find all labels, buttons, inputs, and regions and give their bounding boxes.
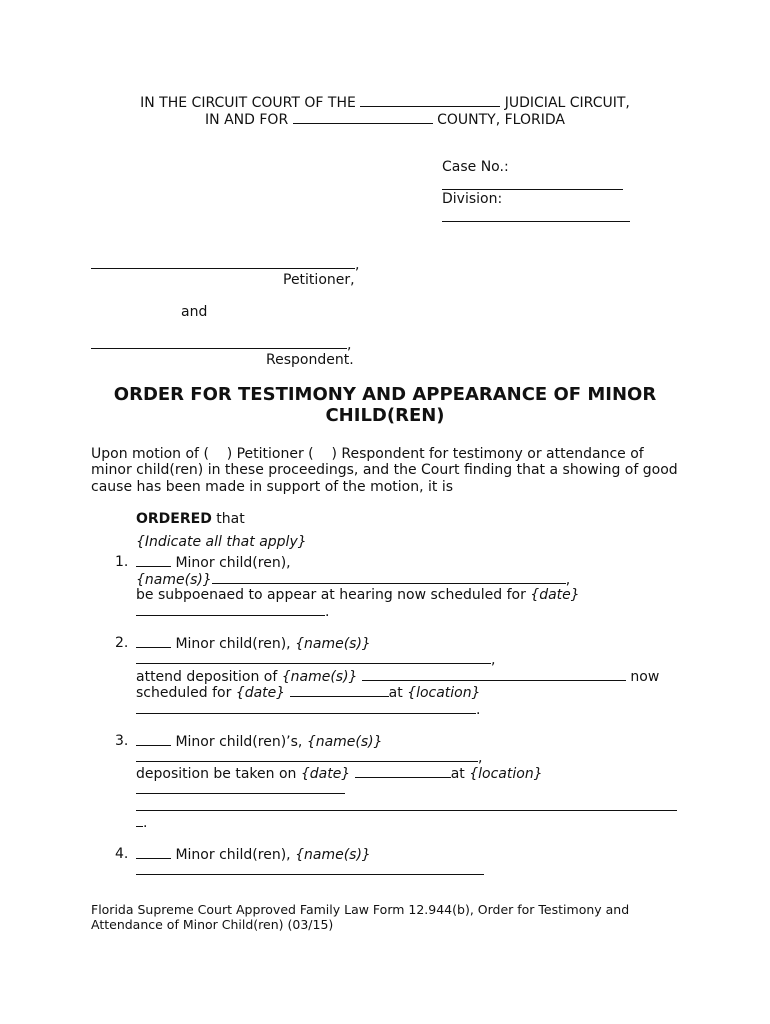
item3-extra-blank[interactable] bbox=[136, 798, 677, 811]
item3-names-blank[interactable] bbox=[136, 749, 478, 762]
case-no-label: Case No.: bbox=[442, 159, 509, 175]
court-caption-line1: IN THE CIRCUIT COURT OF THE JUDICIAL CIRCUIT, bbox=[140, 95, 630, 111]
and-label: and bbox=[181, 304, 208, 320]
item4-line1: Minor child(ren), {name(s)} bbox=[136, 846, 371, 863]
item2-line4: scheduled for {date} at {location} bbox=[136, 685, 481, 701]
county-blank[interactable] bbox=[293, 111, 433, 124]
item3-line5 bbox=[136, 798, 677, 815]
item4-line2 bbox=[136, 862, 484, 879]
item3-date-blank[interactable] bbox=[355, 765, 451, 778]
order-title-line1: ORDER FOR TESTIMONY AND APPEARANCE OF MINOR bbox=[113, 384, 657, 405]
item3-location-blank[interactable] bbox=[136, 781, 345, 794]
item1-line3: be subpoenaed to appear at hearing now scheduled for {date} bbox=[136, 587, 580, 603]
item1-date-blank[interactable] bbox=[136, 603, 325, 616]
item2-date-blank[interactable] bbox=[290, 684, 389, 697]
item1-check-blank[interactable] bbox=[136, 554, 171, 567]
item3-line2: , bbox=[136, 749, 482, 766]
ordered-rest: that bbox=[211, 511, 245, 527]
item3-number: 3. bbox=[115, 733, 129, 749]
item2-line5: . bbox=[136, 701, 480, 718]
item3-check-blank[interactable] bbox=[136, 733, 171, 746]
case-no-blank[interactable] bbox=[442, 176, 623, 190]
item1-line2: {name(s)} , bbox=[136, 572, 571, 588]
item4-check-blank[interactable] bbox=[136, 846, 171, 859]
respondent-blank[interactable] bbox=[91, 336, 347, 349]
item2-deponent-blank[interactable] bbox=[362, 668, 626, 681]
item3-line3: deposition be taken on {date} at {location} bbox=[136, 766, 543, 782]
ordered-line bbox=[136, 511, 245, 527]
court-caption-line2: IN AND FOR COUNTY, FLORIDA bbox=[205, 112, 565, 128]
item3-end-blank[interactable] bbox=[136, 814, 143, 827]
petitioner-label: Petitioner, bbox=[283, 272, 355, 288]
circuit-blank[interactable] bbox=[360, 94, 500, 107]
item4-names-blank[interactable] bbox=[136, 862, 484, 875]
item3-line1: Minor child(ren)’s, {name(s)} bbox=[136, 733, 383, 750]
order-title-line2: CHILD(REN) bbox=[325, 405, 445, 426]
respondent-label: Respondent. bbox=[266, 352, 354, 368]
intro-line2: minor child(ren) in these proceedings, and the Court finding that a showing of good bbox=[91, 462, 678, 478]
item1-line1: Minor child(ren), bbox=[136, 554, 291, 571]
item2-line2: , bbox=[136, 651, 495, 668]
respondent-name-line: , bbox=[91, 336, 351, 353]
item2-number: 2. bbox=[115, 635, 129, 651]
petitioner-name-line: , bbox=[91, 256, 359, 273]
item1-number: 1. bbox=[115, 554, 129, 570]
item4-number: 4. bbox=[115, 846, 129, 862]
item2-check-blank[interactable] bbox=[136, 635, 171, 648]
item1-line4: . bbox=[136, 603, 329, 620]
division-label: Division: bbox=[442, 191, 503, 207]
item2-location-blank[interactable] bbox=[136, 701, 476, 714]
item3-line4 bbox=[136, 781, 345, 798]
indicate-instruction: {Indicate all that apply} bbox=[136, 534, 307, 550]
item1-names-blank[interactable] bbox=[212, 571, 566, 584]
intro-line1: Upon motion of ( ) Petitioner ( ) Respondent for testimony or attendance of bbox=[91, 446, 644, 462]
petitioner-blank[interactable] bbox=[91, 256, 355, 269]
item2-line1: Minor child(ren), {name(s)} bbox=[136, 635, 371, 652]
item3-line6: . bbox=[136, 814, 147, 831]
item2-line3: attend deposition of {name(s)} now bbox=[136, 669, 660, 685]
footer-line1: Florida Supreme Court Approved Family Law Form 12.944(b), Order for Testimony and bbox=[91, 902, 630, 917]
intro-line3: cause has been made in support of the motion, it is bbox=[91, 479, 454, 495]
division-blank[interactable] bbox=[442, 208, 630, 222]
footer-line2: Attendance of Minor Child(ren) (03/15) bbox=[91, 917, 334, 932]
ordered-bold: ORDERED bbox=[136, 511, 212, 527]
item2-names-blank[interactable] bbox=[136, 651, 491, 664]
